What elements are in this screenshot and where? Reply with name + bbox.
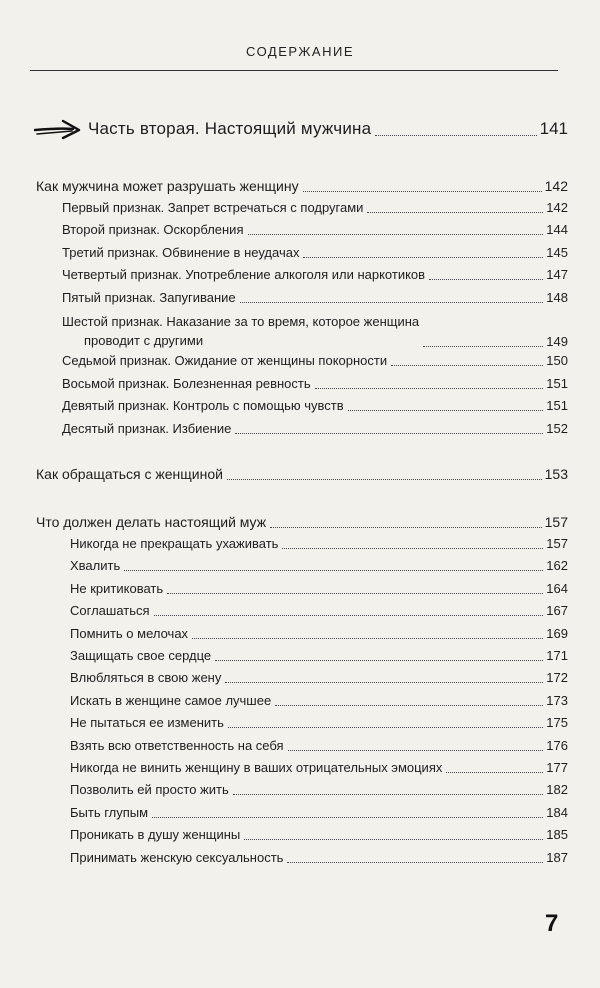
toc-entry	[70, 782, 568, 798]
toc-entry-label: Восьмой признак. Болезненная ревность	[62, 375, 311, 391]
toc-entry-label: Седьмой признак. Ожидание от женщины покорности	[62, 353, 388, 369]
toc-entry	[70, 603, 568, 619]
toc-page-number: 177	[546, 760, 568, 775]
toc-entry	[62, 312, 568, 350]
toc-entry	[62, 398, 568, 414]
dot-leader	[288, 750, 544, 751]
toc-page-number: 152	[546, 420, 568, 436]
toc-entry-label: Третий признак. Обвинение в неудачах	[62, 244, 300, 260]
toc-page-number: 176	[546, 737, 568, 753]
dot-leader	[244, 839, 543, 840]
dot-leader	[282, 548, 543, 549]
toc-page-number: 169	[546, 625, 568, 641]
toc-page-number: 151	[546, 398, 568, 414]
dot-leader	[303, 257, 543, 258]
toc-entry	[62, 353, 568, 369]
toc-entry-label: Быть глупым	[70, 804, 149, 820]
toc-page-number: 182	[546, 782, 568, 798]
section-title: Как мужчина может разрушать женщину	[36, 178, 299, 194]
toc-entry-label: Взять всю ответственность на себя	[70, 737, 284, 753]
toc-entry-label: Второй признак. Оскорбления	[62, 222, 244, 238]
toc-entry-label: Принимать женскую сексуальность	[70, 849, 284, 865]
toc-page-number: 171	[546, 648, 568, 663]
toc-page-number: 153	[544, 466, 568, 482]
dot-leader	[348, 410, 544, 411]
toc-entry-label: Искать в женщине самое лучшее	[70, 692, 272, 708]
toc-entry	[70, 738, 568, 754]
section-heading	[36, 514, 568, 531]
toc-entry-label: Не критиковать	[70, 580, 164, 596]
toc-entry-label: Хвалить	[70, 558, 121, 574]
dot-leader	[124, 570, 543, 571]
toc-entry	[70, 536, 568, 552]
dot-leader	[227, 479, 542, 480]
toc-entry-label: Четвертый признак. Употребление алкоголя или наркотиков	[62, 267, 426, 283]
toc-page-number: 175	[546, 715, 568, 731]
toc-page-number: 147	[546, 267, 568, 283]
toc-page-number: 184	[546, 804, 568, 820]
toc-entry-label: Первый признак. Запрет встречаться с подругами	[62, 200, 364, 215]
section-heading	[36, 466, 568, 483]
toc-page-number: 172	[546, 670, 568, 686]
toc-entry	[70, 850, 568, 866]
toc-page-number: 149	[546, 334, 568, 349]
toc-page-number: 167	[546, 603, 568, 619]
toc-entry-label: Проникать в душу женщины	[70, 827, 241, 843]
toc-entry	[62, 222, 568, 238]
dot-leader	[240, 302, 544, 303]
toc-entry	[70, 827, 568, 843]
toc-entry-label: Девятый признак. Контроль с помощью чувств	[62, 398, 344, 414]
page-number: 7	[545, 910, 559, 937]
toc-entry	[70, 670, 568, 686]
toc-entry	[70, 715, 568, 731]
dot-leader	[192, 638, 543, 639]
toc-entry	[70, 558, 568, 574]
toc-page-number: 142	[544, 178, 568, 194]
toc-page-number: 148	[546, 289, 568, 305]
toc-page-number: 164	[546, 580, 568, 596]
toc-page-number: 173	[546, 692, 568, 708]
dot-leader	[303, 191, 542, 192]
toc-page-number: 185	[546, 827, 568, 843]
dot-leader	[375, 135, 536, 136]
toc-entry	[62, 290, 568, 306]
toc-entry	[62, 267, 568, 283]
toc-page-number: 157	[546, 536, 568, 551]
toc-entry-label: Влюбляться в свою жену	[70, 670, 222, 686]
toc-entry-label: Никогда не винить женщину в ваших отрицательных эмоциях	[70, 760, 443, 775]
toc-entry-label: Помнить о мелочах	[70, 625, 189, 641]
toc-entry-label: Шестой признак. Наказание за то время, которое женщина	[62, 314, 420, 329]
toc-entry-label: Никогда не прекращать ухаживать	[70, 536, 279, 551]
toc-page-number: 157	[544, 514, 568, 530]
toc-page-number: 162	[546, 558, 568, 574]
toc-page-number: 145	[546, 244, 568, 260]
toc-entry-label: Десятый признак. Избиение	[62, 420, 232, 436]
part-title: Часть вторая. Настоящий мужчина	[88, 119, 372, 138]
toc-entry	[70, 626, 568, 642]
toc-entry-label: Не пытаться ее изменить	[70, 715, 224, 731]
toc-page-number: 151	[546, 375, 568, 391]
dot-leader	[225, 682, 543, 683]
dot-leader	[270, 527, 542, 528]
toc-entry	[70, 581, 568, 597]
toc-entry-label-continued: проводит с другими	[84, 333, 204, 348]
dot-leader	[235, 433, 543, 434]
dot-leader	[367, 212, 543, 213]
section-title: Что должен делать настоящий муж	[36, 514, 267, 530]
dot-leader	[167, 593, 543, 594]
dot-leader	[423, 346, 543, 347]
dot-leader	[275, 705, 543, 706]
running-header: СОДЕРЖАНИЕ	[245, 44, 354, 59]
section-title: Как обращаться с женщиной	[36, 466, 223, 482]
dot-leader	[315, 388, 544, 389]
toc-page-number: 144	[546, 222, 568, 238]
section-heading	[36, 178, 568, 195]
toc-entry-label: Позволить ей просто жить	[70, 782, 229, 798]
dot-leader	[215, 660, 543, 661]
dot-leader	[391, 365, 543, 366]
toc-entry-label: Защищать свое сердце	[70, 648, 212, 663]
dot-leader	[429, 279, 543, 280]
toc-entry	[62, 245, 568, 261]
dot-leader	[154, 615, 544, 616]
toc-entry	[62, 376, 568, 392]
toc-entry	[70, 648, 568, 664]
toc-entry	[70, 805, 568, 821]
part-heading	[88, 119, 568, 139]
dot-leader	[287, 862, 543, 863]
toc-entry-label: Соглашаться	[70, 603, 150, 619]
dot-leader	[248, 234, 544, 235]
dot-leader	[228, 727, 543, 728]
toc-page-number: 150	[546, 353, 568, 369]
toc-entry-label: Пятый признак. Запугивание	[62, 289, 236, 305]
toc-entry	[70, 760, 568, 776]
dot-leader	[446, 772, 543, 773]
toc-entry	[62, 421, 568, 437]
toc-page-number: 187	[546, 849, 568, 865]
toc-page-number: 141	[539, 119, 568, 138]
dot-leader	[152, 817, 543, 818]
dot-leader	[233, 794, 544, 795]
toc-entry	[70, 693, 568, 709]
toc-page-number: 142	[546, 200, 568, 215]
toc-entry	[62, 200, 568, 216]
